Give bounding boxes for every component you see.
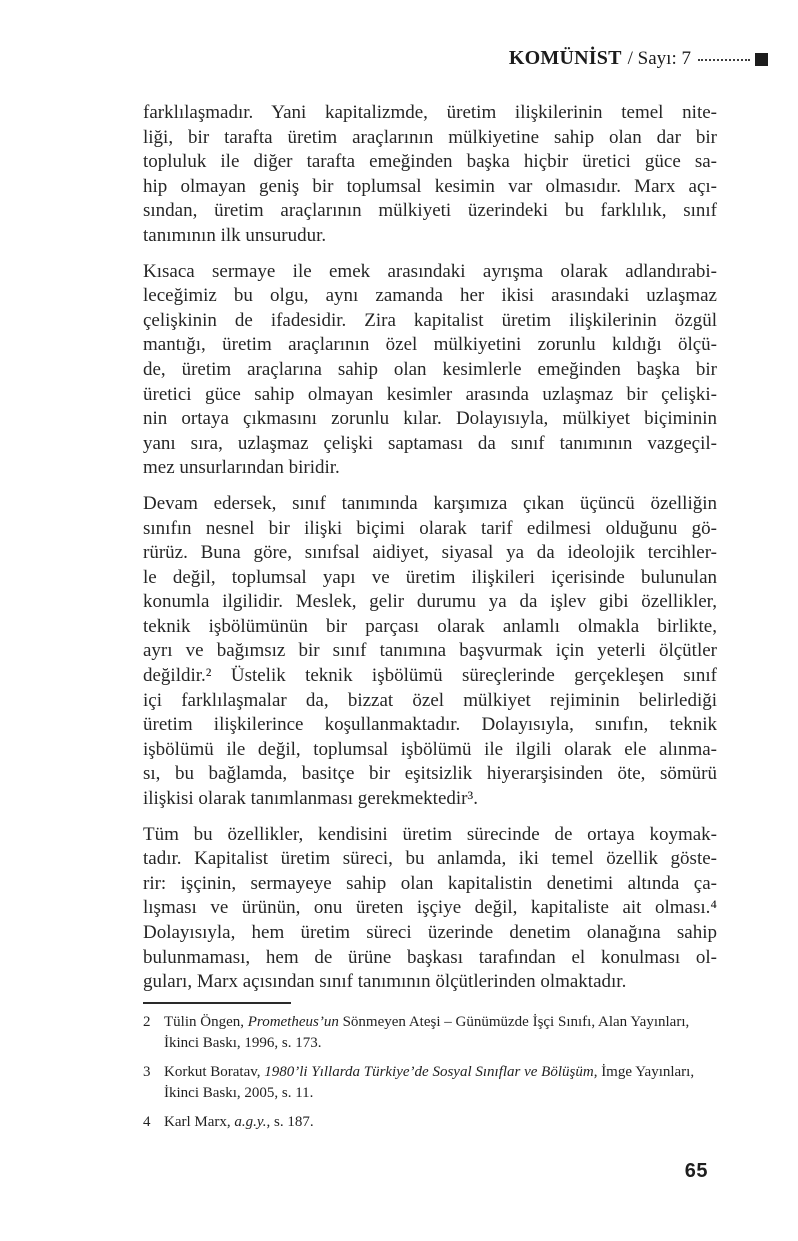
text-line: nin ortaya çıkmasını zorunlu kılar. Dolayısıyla, mülkiyet biçiminin — [143, 408, 717, 430]
footnote-text: , s. 187. — [266, 1114, 314, 1130]
text-line: ayrı ve bağımsız bir sınıf tanımına başvurmak için yeterli ölçütler — [143, 640, 717, 662]
text-line: liği, bir tarafta üretim araçlarının mülkiyetine sahip olan dar bir — [143, 126, 717, 148]
text-line: değildir.² Üstelik teknik işbölümü süreçlerinde gerçekleşen sınıf — [143, 665, 717, 687]
text-line: topluluk ile diğer tarafta emeğinden başka hiçbir üretici güce sa- — [143, 151, 717, 173]
text-line: rürüz. Buna göre, sınıfsal aidiyet, siyasal ya da ideolojik tercihler- — [143, 542, 717, 564]
text-line: bulunmaması, hem de ürüne başkası tarafından el konulması ol- — [143, 946, 717, 968]
footnote-text: , İmge Yayınları, İkinci Baskı, 2005, s. 11. — [164, 1064, 695, 1101]
body-text — [143, 101, 717, 1006]
footnote-text-italic: a.g.y. — [234, 1114, 267, 1130]
text-line: tadır. Kapitalist üretim süreci, bu anlamda, iki temel özellik göste- — [143, 848, 717, 870]
footnote-text: Sönmeyen Ateşi – Günümüzde İşçi Sınıfı, Alan Yayınları, İkinci Baskı, 1996, s. 173. — [164, 1014, 690, 1051]
footnote — [143, 1112, 717, 1133]
footnote-number: 3 — [143, 1064, 151, 1080]
footnote-text-italic: 1980’li Yıllarda Türkiye’de Sosyal Sınıflar ve Bölüşüm — [264, 1064, 594, 1080]
page-number: 65 — [684, 1160, 708, 1182]
text-line: hip olmayan geniş bir toplumsal kesimin var olmasıdır. Marx açı- — [143, 175, 717, 197]
footnote — [143, 1012, 717, 1053]
text-line: leceğimiz bu olgu, aynı zamanda her ikisi arasındaki uzlaşmaz — [143, 285, 717, 307]
footnote-text-italic: Prometheus’un — [247, 1014, 339, 1030]
square-marker-icon — [755, 53, 768, 66]
text-line: sınıfın nesnel bir ilişki biçimi olarak tarif edilmesi olduğunu gö- — [143, 517, 717, 539]
text-line: tanımının ilk unsurudur. — [143, 224, 327, 246]
issue-label: / Sayı: 7 — [627, 47, 691, 69]
paragraph — [143, 260, 717, 481]
footnote-text: Korkut Boratav, — [164, 1064, 265, 1080]
text-line: lışması ve ürünün, onu üreten işçiye değil, kapitaliste ait olması.⁴ — [143, 897, 717, 919]
text-line: rir: işçinin, sermayeye sahip olan kapitalistin denetimi altında ça- — [143, 872, 717, 894]
text-line: üretici güce sahip olmayan kesimler arasında uzlaşmaz bir çelişki- — [143, 383, 717, 405]
dotted-leader — [698, 59, 750, 61]
text-line: işbölümü ile değil, toplumsal işbölümü ile ilgili olarak ele alınma- — [143, 738, 717, 760]
page-header — [0, 47, 768, 70]
text-line: mantığı, üretim araçlarının özel mülkiyetini zorunlu kıldığı ölçü- — [143, 334, 717, 356]
footnote-text: Tülin Öngen, — [164, 1014, 248, 1030]
text-line: çelişkinin de ifadesidir. Zira kapitalist üretim ilişkilerinin özgül — [143, 309, 717, 331]
text-line: sından, üretim araçlarının mülkiyeti üzerindeki bu farklılık, sınıf — [143, 200, 717, 222]
text-line: de, üretim araçlarına sahip olan kesimlerle emeğinden başka bir — [143, 358, 717, 380]
paragraph — [143, 101, 717, 249]
footnote-separator — [143, 1002, 291, 1004]
footnote-number: 4 — [143, 1114, 151, 1130]
journal-title: KOMÜNİST — [508, 47, 622, 69]
footnote — [143, 1062, 717, 1103]
footnote-text: Karl Marx, — [164, 1114, 235, 1130]
text-line: Kısaca sermaye ile emek arasındaki ayrışma olarak adlandırabi- — [143, 260, 717, 282]
text-line: le değil, toplumsal yapı ve üretim ilişkileri içerisinde bulunulan — [143, 566, 717, 588]
text-line: teknik işbölümünün bir parçası olarak anlamlı olmakla birlikte, — [143, 615, 717, 637]
text-line: Tüm bu özellikler, kendisini üretim sürecinde de ortaya koymak- — [143, 823, 717, 845]
text-line: konumla ilgilidir. Meslek, gelir durumu ya da işlev gibi özellikler, — [143, 591, 717, 613]
text-line: üretim ilişkilerince koşullanmaktadır. Dolayısıyla, sınıfın, teknik — [143, 714, 717, 736]
text-line: yanı sıra, uzlaşmaz çelişki saptaması da sınıf tanımının vazgeçil- — [143, 432, 717, 454]
text-line: Devam edersek, sınıf tanımında karşımıza çıkan üçüncü özelliğin — [143, 492, 717, 514]
footnotes-section — [143, 1002, 717, 1142]
text-line: farklılaşmadır. Yani kapitalizmde, üretim ilişkilerinin temel nite- — [143, 102, 717, 123]
text-line: guları, Marx açısından sınıf tanımının ölçütlerinden olmaktadır. — [143, 971, 627, 993]
text-line: içi farklılaşmalar da, bizzat özel mülkiyet rejiminin belirlediği — [143, 689, 717, 711]
text-line: ilişkisi olarak tanımlanması gerekmektedir³. — [143, 788, 478, 810]
text-line: sı, bu bağlamda, basitçe bir eşitsizlik hiyerarşisinden öte, sömürü — [143, 763, 717, 785]
text-line: Dolayısıyla, hem üretim süreci üzerinde denetim olanağına sahip — [143, 922, 717, 943]
paragraph — [143, 492, 717, 812]
paragraph — [143, 823, 717, 995]
text-line: mez unsurlarından biridir. — [143, 457, 340, 479]
footnote-number: 2 — [143, 1014, 151, 1030]
